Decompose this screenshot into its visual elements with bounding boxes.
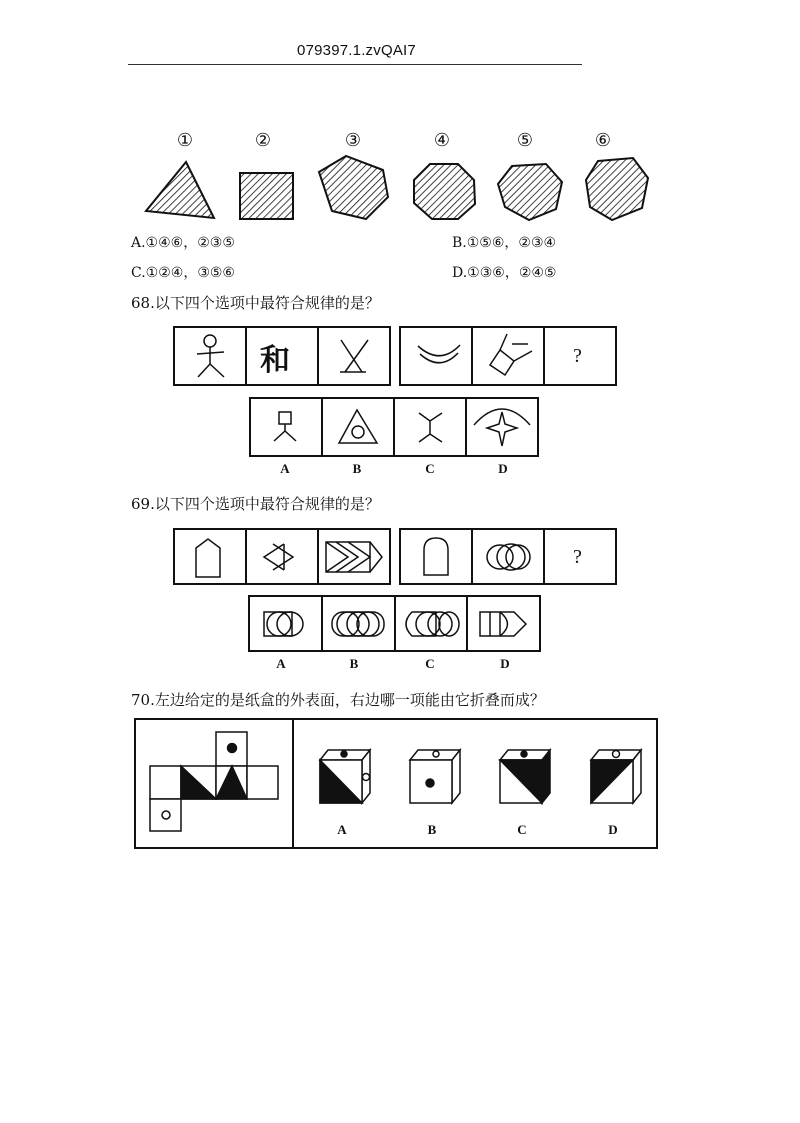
figure-number-5: ⑤ [516,130,534,151]
q69-label-b[interactable]: B [349,656,359,671]
q67-option-b[interactable]: B.①⑤⑥，②③④ [452,235,557,251]
q67-option-d[interactable]: D.①③⑥，②④⑤ [452,265,557,281]
cube-c [500,750,550,803]
q68-label-b[interactable]: B [352,461,362,476]
cube-b [410,750,460,803]
figure-number-2: ② [254,130,272,151]
q68-label-a[interactable]: A [280,461,290,476]
q68-question-mark: ? [573,345,582,367]
document-id: 079397.1.zvQAI7 [297,42,416,59]
q69-label-c[interactable]: C [425,656,435,671]
q69-question-mark: ? [573,546,582,568]
q70-label-d[interactable]: D [608,822,618,837]
q67-option-a[interactable]: A.①④⑥，②③⑤ [131,235,235,251]
cube-net [150,732,278,831]
q69-title: 69.以下四个选项中最符合规律的是？ [131,495,380,513]
cube-a [320,750,370,803]
figure-number-1: ① [176,130,194,151]
q70-title: 70.左边给定的是纸盒的外表面，右边哪一项能由它折叠而成？ [131,691,545,709]
q69-label-a[interactable]: A [276,656,286,671]
figure-number-4: ④ [433,130,451,151]
q68-label-d[interactable]: D [498,461,508,476]
hanzi-he: 和 [260,343,290,378]
figure-number-6: ⑥ [594,130,612,151]
q70-label-b[interactable]: B [427,822,437,837]
q68-label-c[interactable]: C [425,461,435,476]
q67-option-c[interactable]: C.①②④，③⑤⑥ [131,265,235,281]
q68-title: 68.以下四个选项中最符合规律的是？ [131,294,380,312]
figure-number-3: ③ [344,130,362,151]
q69-label-d[interactable]: D [500,656,510,671]
q70-label-c[interactable]: C [517,822,527,837]
cube-d [591,750,641,803]
q70-label-a[interactable]: A [337,822,347,837]
